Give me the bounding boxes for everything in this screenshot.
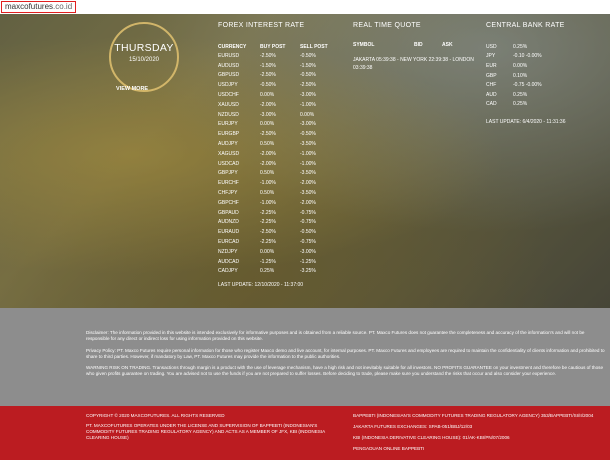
- cell-buy: -1.00%: [260, 180, 276, 187]
- cell-sell: -1.50%: [300, 62, 316, 69]
- cell-sell: -2.00%: [300, 180, 316, 187]
- cell-currency: EUR: [486, 62, 497, 69]
- table-row: [218, 178, 340, 188]
- cell-currency: EURUSD: [218, 52, 240, 59]
- current-date: 15/10/2020: [128, 57, 160, 63]
- table-row: [218, 100, 340, 110]
- cell-sell: -1.00%: [300, 150, 316, 157]
- cell-sell: -2.50%: [300, 82, 316, 89]
- column-header-sell: SELL POST: [300, 43, 328, 50]
- cell-rate: 0.00%: [513, 62, 528, 69]
- cell-currency: EURCHF: [218, 180, 239, 187]
- table-row: [218, 218, 340, 228]
- cell-currency: NZDUSD: [218, 111, 239, 118]
- bappebti-complaint-link[interactable]: PENGADUAN ONLINE BAPPEBTI: [353, 446, 425, 451]
- cell-buy: 0.50%: [260, 190, 275, 197]
- column-header-ask: ASK: [442, 42, 453, 48]
- forex-last-update: LAST UPDATE: 12/10/2020 - 11:37:00: [218, 282, 304, 288]
- cell-buy: 0.50%: [260, 170, 275, 177]
- cell-sell: -1.00%: [300, 101, 316, 108]
- column-header-bid: BID: [414, 42, 423, 48]
- disclaimer-text: Disclaimer: The information provided in this website is intended exclusively for informative purposes and is obtained from a reliable source. PT. Maxco Futures does not guarantee the completeness and accuracy of the information's and will not be responsible for any direct or indirect loss for using information provided on this website.: [86, 330, 585, 341]
- cell-buy: 0.25%: [260, 268, 275, 275]
- cell-currency: CAD: [486, 101, 497, 108]
- central-bank-last-update: LAST UPDATE: 6/4/2020 - 11:31:36: [486, 119, 566, 125]
- cell-currency: NZDJPY: [218, 248, 238, 255]
- cell-buy: -1.00%: [260, 199, 276, 206]
- cell-currency: EURCAD: [218, 239, 240, 246]
- cell-currency: GBPUSD: [218, 72, 240, 79]
- jfx-membership: JAKARTA FUTURES EXCHANGES: SPAB-051/BBJ/12/03: [353, 424, 473, 429]
- forex-rate-title: FOREX INTEREST RATE: [218, 22, 305, 29]
- cell-currency: EURGBP: [218, 131, 240, 138]
- cell-currency: JPY: [486, 53, 496, 60]
- cell-rate: 0.25%: [513, 91, 528, 98]
- table-row: [218, 188, 340, 198]
- cell-sell: -0.50%: [300, 229, 316, 236]
- table-row: [486, 71, 542, 81]
- table-row: [218, 237, 340, 247]
- cell-sell: -3.50%: [300, 141, 316, 148]
- cell-rate: -0.10 -0.00%: [513, 53, 542, 60]
- url-domain: maxcofutures: [5, 2, 54, 11]
- cell-currency: USD: [486, 43, 497, 50]
- cell-buy: -2.50%: [260, 52, 276, 59]
- cell-rate: 0.10%: [513, 72, 528, 79]
- cell-currency: EURJPY: [218, 121, 238, 128]
- risk-warning-text: WARNING RISK ON TRADING. Transactions through margin is a product with the use of leverage mechanism, have a high risk and not inevitably suitable for all investors. NO PROFITS GUARANTEE on your investment and therefore be cautious of those who given profits guarantee on trading. You are advised not to use the funds if you are not prepared to suffer losses. Before deciding to trade, please make sure you understand the risks that occur and also consider your experience.: [86, 365, 604, 376]
- table-row: [218, 169, 340, 179]
- table-row: [218, 61, 340, 71]
- date-badge: [109, 22, 179, 92]
- cell-currency: CADJPY: [218, 268, 238, 275]
- disclaimer-section: [0, 308, 610, 406]
- cell-currency: USDCAD: [218, 160, 240, 167]
- cell-sell: -3.00%: [300, 248, 316, 255]
- table-row: [218, 120, 340, 130]
- cell-rate: 0.25%: [513, 43, 528, 50]
- cell-currency: USDCHF: [218, 92, 239, 99]
- cell-buy: -2.00%: [260, 160, 276, 167]
- table-row: [218, 208, 340, 218]
- world-clock: JAKARTA 05:39:38 - NEW YORK 22:39:38 - LONDON 03:39:38: [353, 57, 474, 71]
- cell-sell: -3.00%: [300, 121, 316, 128]
- cell-sell: 0.00%: [300, 111, 315, 118]
- table-row: [218, 129, 340, 139]
- cell-buy: 0.00%: [260, 92, 275, 99]
- column-header-currency: CURRENCY: [218, 43, 247, 50]
- cell-currency: CHFJPY: [218, 190, 238, 197]
- table-row: [218, 267, 340, 277]
- url-tld: .co.id: [53, 2, 73, 11]
- table-row: [218, 247, 340, 257]
- cell-currency: XAUUSD: [218, 101, 239, 108]
- cell-sell: -0.50%: [300, 52, 316, 59]
- cell-currency: EURAUD: [218, 229, 240, 236]
- table-row: [218, 90, 340, 100]
- cell-sell: -0.75%: [300, 209, 316, 216]
- cell-buy: -2.00%: [260, 150, 276, 157]
- cell-buy: -2.50%: [260, 131, 276, 138]
- cell-buy: -2.25%: [260, 219, 276, 226]
- cell-currency: XAGUSD: [218, 150, 240, 157]
- table-row: [486, 61, 542, 71]
- view-more-link[interactable]: VIEW MORE: [116, 86, 149, 92]
- table-row: [218, 257, 340, 267]
- license-statement: PT. MAXCOFUTURES OPERATES UNDER THE LICENSE AND SUPERVISION OF BAPPEBTI (INDONESIAN'S COMMODITY FUTURES TRADING REGULATORY AGENCY) AND ACTS AS A MEMBER OF JFX, KBI (INDONESIA CLEARING HOUSE): [86, 423, 325, 440]
- cell-currency: AUDNZD: [218, 219, 239, 226]
- cell-buy: -2.25%: [260, 239, 276, 246]
- cell-sell: -3.25%: [300, 268, 316, 275]
- cell-buy: -0.50%: [260, 82, 276, 89]
- kbi-membership: KBI (INDONESIA DERIVATIVE CLEARING HOUSE): 01/AK-KBI/PN/07/2006: [353, 435, 510, 440]
- cell-buy: -3.00%: [260, 111, 276, 118]
- cell-currency: AUDCAD: [218, 258, 240, 265]
- table-header-row: [218, 42, 340, 51]
- cell-rate: -0.75 -0.00%: [513, 82, 542, 89]
- column-header-symbol: SYMBOL: [353, 42, 375, 48]
- cell-sell: -3.50%: [300, 170, 316, 177]
- table-row: [218, 110, 340, 120]
- cell-sell: -0.75%: [300, 239, 316, 246]
- table-row: [218, 51, 340, 61]
- cell-sell: -3.00%: [300, 92, 316, 99]
- cell-sell: -2.00%: [300, 199, 316, 206]
- cell-currency: AUDJPY: [218, 141, 238, 148]
- cell-buy: -2.25%: [260, 209, 276, 216]
- cell-buy: 0.00%: [260, 248, 275, 255]
- table-row: [486, 100, 542, 110]
- cell-buy: -2.50%: [260, 229, 276, 236]
- column-header-buy: BUY POST: [260, 43, 286, 50]
- privacy-policy-text: Privacy Policy: PT. Maxco Futures require personal information for those who register Maxco demo and live account, for internal purposes. PT. Maxco Futures and employees are required to maintain the confidentiality of clients information and prohibited to share to third parties. However, if mandatory by Law, PT. Maxco Futures may provide the information to the public authorities.: [86, 348, 605, 359]
- cell-buy: -2.00%: [260, 101, 276, 108]
- market-dashboard: [0, 14, 610, 308]
- cell-currency: GBPAUD: [218, 209, 239, 216]
- footer: [0, 406, 610, 460]
- cell-currency: GBPCHF: [218, 199, 239, 206]
- bappebti-license: BAPPEBTI (INDONESIAN'S COMMODITY FUTURES TRADING REGULATORY AGENCY) 353/BAPPEBTI/SI/II/2004: [353, 413, 594, 418]
- table-row: [486, 80, 542, 90]
- cell-currency: CHF: [486, 82, 497, 89]
- day-name: THURSDAY: [114, 42, 174, 54]
- cell-currency: AUDUSD: [218, 62, 240, 69]
- table-row: [218, 227, 340, 237]
- cell-sell: -1.25%: [300, 258, 316, 265]
- table-row: [218, 149, 340, 159]
- cell-buy: -1.25%: [260, 258, 276, 265]
- address-bar[interactable]: [0, 0, 610, 14]
- table-row: [486, 90, 542, 100]
- cell-rate: 0.25%: [513, 101, 528, 108]
- url-field[interactable]: [1, 1, 76, 13]
- copyright: COPYRIGHT © 2020 MAXCOFUTURES. ALL RIGHTS RESERVED: [86, 413, 225, 418]
- cell-sell: -3.50%: [300, 190, 316, 197]
- real-time-quote-title: REAL TIME QUOTE: [353, 22, 421, 29]
- cell-buy: -1.50%: [260, 62, 276, 69]
- cell-currency: USDJPY: [218, 82, 238, 89]
- table-row: [218, 71, 340, 81]
- cell-currency: AUD: [486, 91, 497, 98]
- cell-sell: -0.50%: [300, 131, 316, 138]
- cell-buy: 0.00%: [260, 121, 275, 128]
- table-row: [218, 139, 340, 149]
- table-row: [218, 80, 340, 90]
- central-bank-rate-title: CENTRAL BANK RATE: [486, 22, 565, 29]
- table-row: [218, 159, 340, 169]
- forex-rate-table: [218, 42, 340, 276]
- cell-sell: -0.50%: [300, 72, 316, 79]
- cell-currency: GBP: [486, 72, 497, 79]
- table-row: [486, 52, 542, 62]
- table-row: [218, 198, 340, 208]
- cell-sell: -1.00%: [300, 160, 316, 167]
- cell-buy: 0.50%: [260, 141, 275, 148]
- central-bank-rate-table: [486, 42, 542, 109]
- table-row: [486, 42, 542, 52]
- cell-sell: -0.75%: [300, 219, 316, 226]
- cell-currency: GBPJPY: [218, 170, 238, 177]
- cell-buy: -2.50%: [260, 72, 276, 79]
